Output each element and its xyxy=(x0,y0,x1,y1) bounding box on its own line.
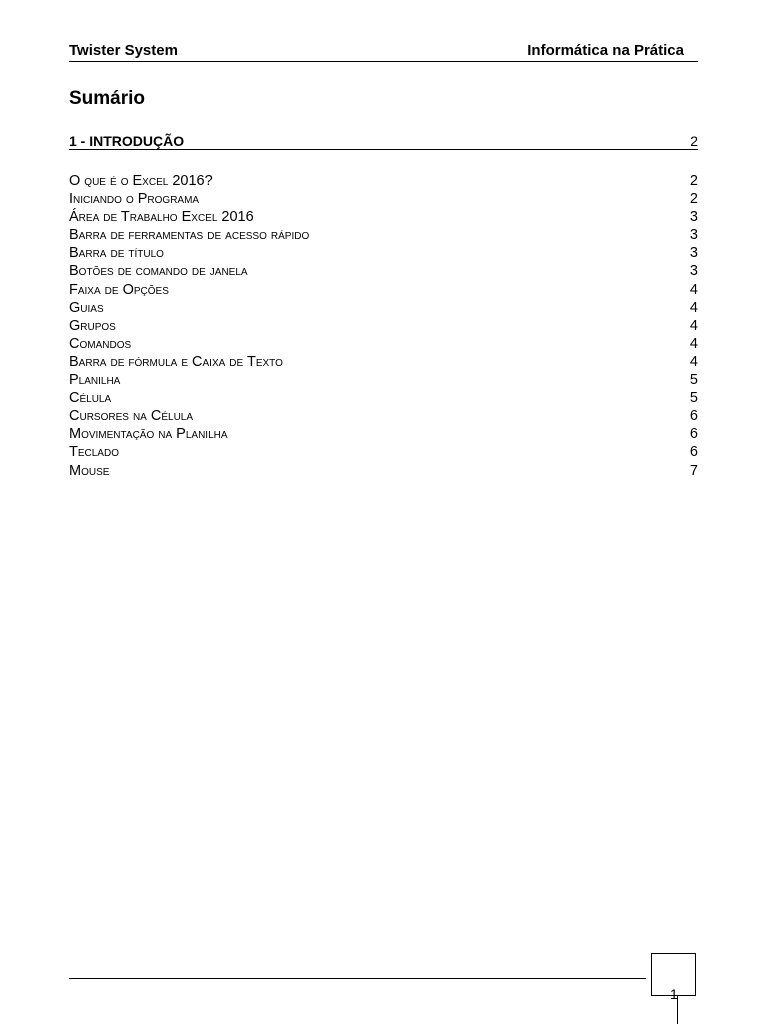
toc-entry[interactable] xyxy=(69,407,698,425)
toc-entry-page: 2 xyxy=(689,191,698,208)
toc-entry-label: Faixa de Opções xyxy=(69,281,169,298)
toc-chapter-label: 1 - INTRODUÇÃO xyxy=(69,133,185,149)
header-company: Twister System xyxy=(69,42,178,59)
toc-entry-label: O que é o Excel 2016? xyxy=(69,173,213,189)
page-number: 1 xyxy=(670,986,678,1002)
toc-entry[interactable] xyxy=(69,425,698,443)
toc-entry-label: Cursores na Célula xyxy=(69,408,194,425)
toc-entry-label: Grupos xyxy=(69,317,116,334)
toc-entry-page: 4 xyxy=(689,317,698,334)
toc-entry-label: Teclado xyxy=(69,444,119,461)
toc-entry-page: 4 xyxy=(689,281,698,298)
toc-entry-page: 4 xyxy=(689,353,698,370)
toc-entry[interactable] xyxy=(69,371,698,389)
table-of-contents xyxy=(69,172,698,480)
toc-entry-label: Área de Trabalho Excel 2016 xyxy=(69,209,254,226)
toc-entry-label: Barra de título xyxy=(69,245,164,262)
toc-entry-label: Célula xyxy=(69,390,112,407)
toc-entry[interactable] xyxy=(69,262,698,280)
toc-entry-label: Movimentação na Planilha xyxy=(69,426,228,443)
toc-entry-page: 3 xyxy=(689,227,698,244)
toc-entry-label: Barra de fórmula e Caixa de Texto xyxy=(69,353,283,370)
toc-entry-label: Planilha xyxy=(69,372,121,389)
toc-entry-page: 6 xyxy=(689,426,698,443)
toc-entry[interactable] xyxy=(69,172,698,190)
toc-entry-label: Barra de ferramentas de acesso rápido xyxy=(69,227,310,244)
toc-entry[interactable] xyxy=(69,317,698,335)
toc-entry[interactable] xyxy=(69,443,698,461)
toc-entry[interactable] xyxy=(69,226,698,244)
toc-entry-page: 6 xyxy=(689,444,698,461)
toc-entry-page: 7 xyxy=(689,462,698,479)
toc-entry-page: 4 xyxy=(689,299,698,316)
toc-chapter-entry[interactable] xyxy=(69,133,698,150)
page-title: Sumário xyxy=(69,88,146,109)
toc-entry-page: 2 xyxy=(689,173,698,189)
toc-entry[interactable] xyxy=(69,281,698,299)
toc-entry[interactable] xyxy=(69,244,698,262)
toc-entry[interactable] xyxy=(69,353,698,371)
header-course: Informática na Prática xyxy=(527,42,684,59)
toc-entry-label: Guias xyxy=(69,299,104,316)
toc-entry-label: Iniciando o Programa xyxy=(69,191,200,208)
toc-entry-page: 3 xyxy=(689,209,698,226)
page-header xyxy=(69,41,698,62)
toc-entry-page: 5 xyxy=(689,390,698,407)
toc-chapter-page: 2 xyxy=(690,133,698,149)
page-number-tick xyxy=(677,996,678,1024)
toc-entry-page: 6 xyxy=(689,408,698,425)
toc-entry-label: Botões de comando de janela xyxy=(69,263,248,280)
toc-entry-page: 5 xyxy=(689,372,698,389)
footer-divider xyxy=(69,978,646,979)
toc-entry[interactable] xyxy=(69,462,698,480)
toc-entry[interactable] xyxy=(69,299,698,317)
toc-entry[interactable] xyxy=(69,190,698,208)
toc-entry-page: 4 xyxy=(689,335,698,352)
toc-entry[interactable] xyxy=(69,389,698,407)
toc-entry[interactable] xyxy=(69,208,698,226)
toc-entry-label: Mouse xyxy=(69,462,110,479)
toc-entry-page: 3 xyxy=(689,245,698,262)
toc-entry-page: 3 xyxy=(689,263,698,280)
toc-entry-label: Comandos xyxy=(69,335,132,352)
toc-entry[interactable] xyxy=(69,335,698,353)
